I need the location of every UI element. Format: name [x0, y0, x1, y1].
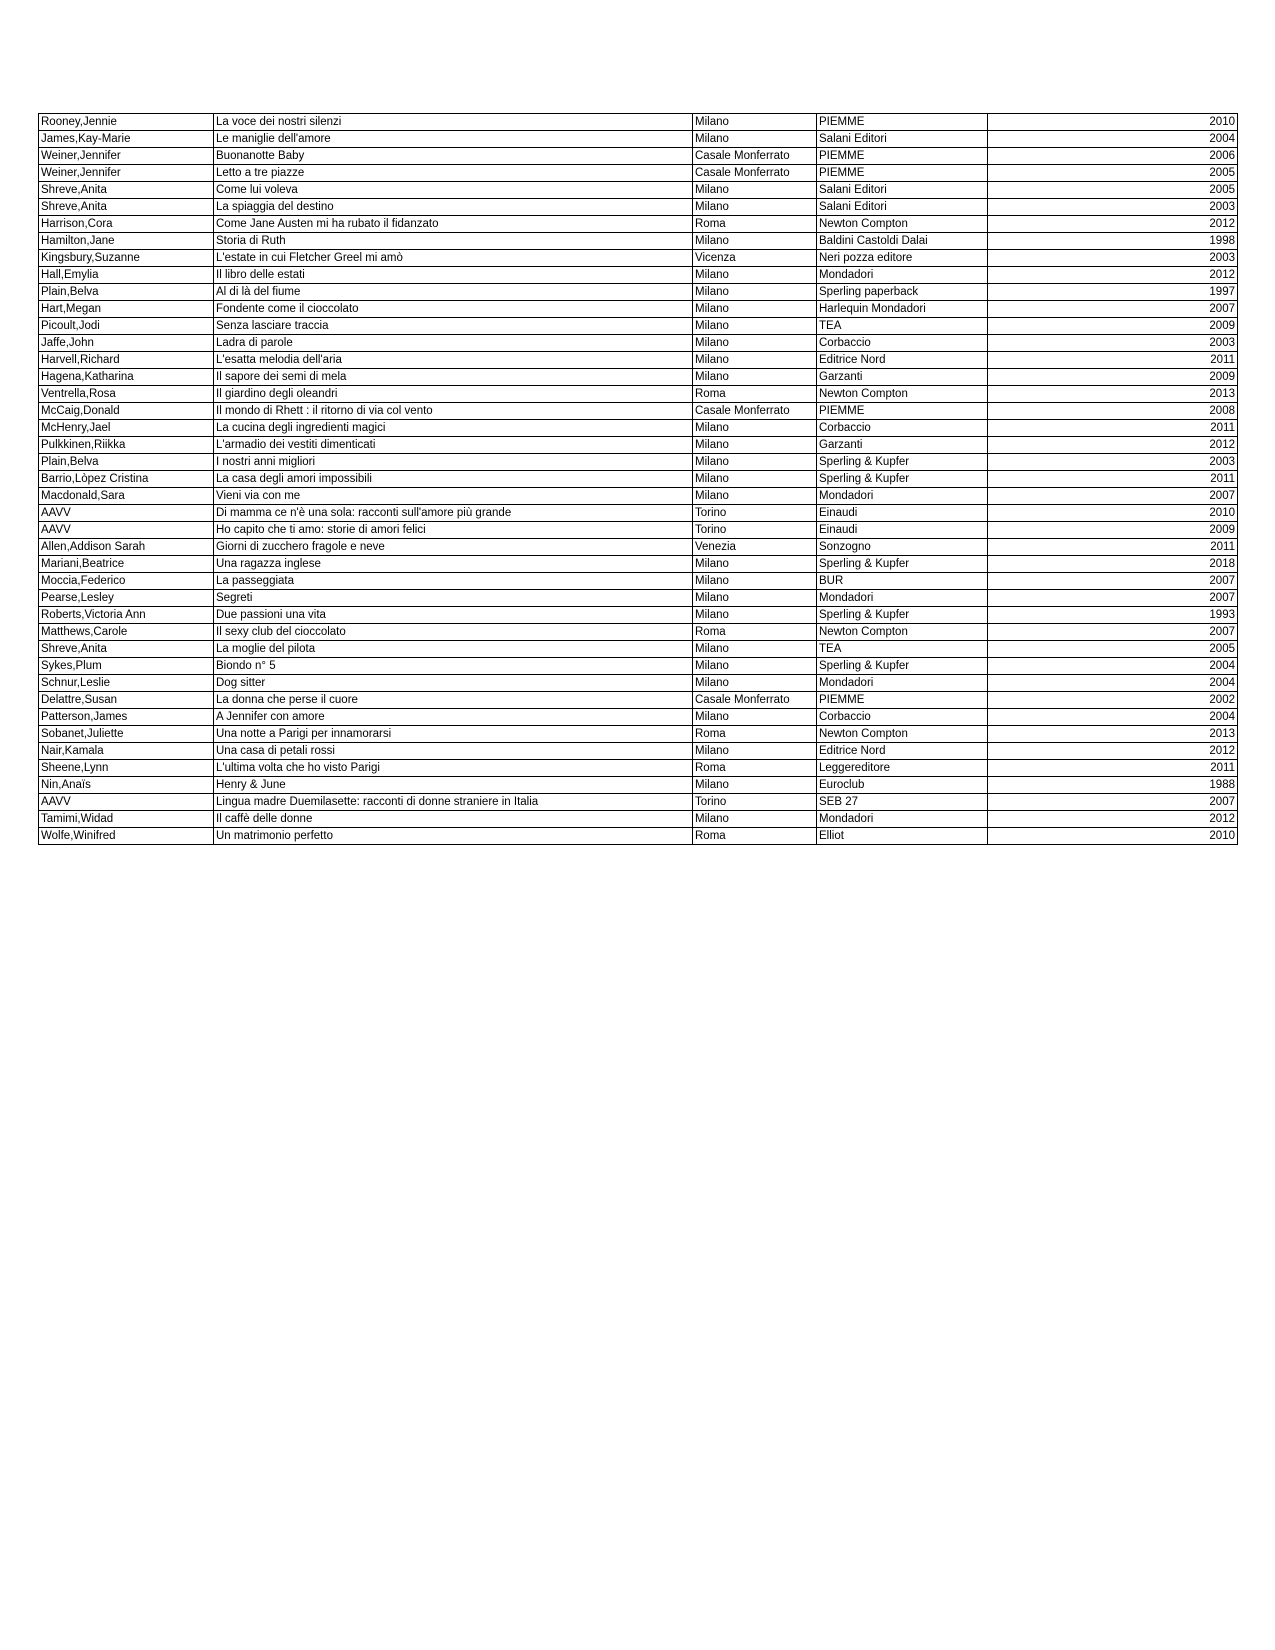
title-cell: Al di là del fiume	[214, 284, 693, 301]
title-cell: L'ultima volta che ho visto Parigi	[214, 760, 693, 777]
author-cell: Barrio,Lòpez Cristina	[39, 471, 214, 488]
city-cell: Roma	[693, 624, 817, 641]
year-cell: 2003	[988, 454, 1238, 471]
author-cell: Matthews,Carole	[39, 624, 214, 641]
table-row	[39, 590, 1238, 607]
table-row	[39, 641, 1238, 658]
author-cell: Wolfe,Winifred	[39, 828, 214, 845]
year-cell: 2003	[988, 199, 1238, 216]
title-cell: Fondente come il cioccolato	[214, 301, 693, 318]
author-cell: Sykes,Plum	[39, 658, 214, 675]
table-row	[39, 284, 1238, 301]
table-row	[39, 522, 1238, 539]
publisher-cell: Newton Compton	[817, 624, 988, 641]
city-cell: Milano	[693, 641, 817, 658]
table-row	[39, 726, 1238, 743]
city-cell: Roma	[693, 828, 817, 845]
author-cell: Hagena,Katharina	[39, 369, 214, 386]
publisher-cell: Salani Editori	[817, 199, 988, 216]
publisher-cell: Newton Compton	[817, 386, 988, 403]
year-cell: 2012	[988, 216, 1238, 233]
city-cell: Milano	[693, 777, 817, 794]
author-cell: Sobanet,Juliette	[39, 726, 214, 743]
title-cell: Lingua madre Duemilasette: racconti di donne straniere in Italia	[214, 794, 693, 811]
author-cell: Harrison,Cora	[39, 216, 214, 233]
publisher-cell: PIEMME	[817, 403, 988, 420]
publisher-cell: SEB 27	[817, 794, 988, 811]
title-cell: Due passioni una vita	[214, 607, 693, 624]
author-cell: AAVV	[39, 505, 214, 522]
publisher-cell: Sonzogno	[817, 539, 988, 556]
title-cell: La moglie del pilota	[214, 641, 693, 658]
city-cell: Milano	[693, 607, 817, 624]
year-cell: 2018	[988, 556, 1238, 573]
title-cell: Senza lasciare traccia	[214, 318, 693, 335]
city-cell: Milano	[693, 318, 817, 335]
table-row	[39, 182, 1238, 199]
publisher-cell: Elliot	[817, 828, 988, 845]
city-cell: Milano	[693, 114, 817, 131]
table-body	[39, 114, 1238, 845]
year-cell: 2007	[988, 488, 1238, 505]
city-cell: Milano	[693, 369, 817, 386]
year-cell: 2008	[988, 403, 1238, 420]
title-cell: Un matrimonio perfetto	[214, 828, 693, 845]
city-cell: Vicenza	[693, 250, 817, 267]
title-cell: La cucina degli ingredienti magici	[214, 420, 693, 437]
table-row	[39, 828, 1238, 845]
city-cell: Milano	[693, 284, 817, 301]
publisher-cell: Sperling & Kupfer	[817, 471, 988, 488]
publisher-cell: Corbaccio	[817, 420, 988, 437]
table-row	[39, 675, 1238, 692]
table-row	[39, 301, 1238, 318]
city-cell: Milano	[693, 590, 817, 607]
title-cell: Henry & June	[214, 777, 693, 794]
city-cell: Milano	[693, 709, 817, 726]
author-cell: Jaffe,John	[39, 335, 214, 352]
table-row	[39, 403, 1238, 420]
publisher-cell: PIEMME	[817, 148, 988, 165]
city-cell: Roma	[693, 386, 817, 403]
year-cell: 2011	[988, 760, 1238, 777]
author-cell: Delattre,Susan	[39, 692, 214, 709]
publisher-cell: Neri pozza editore	[817, 250, 988, 267]
author-cell: Plain,Belva	[39, 454, 214, 471]
author-cell: James,Kay-Marie	[39, 131, 214, 148]
year-cell: 2005	[988, 165, 1238, 182]
title-cell: Vieni via con me	[214, 488, 693, 505]
table-row	[39, 131, 1238, 148]
publisher-cell: Garzanti	[817, 369, 988, 386]
author-cell: Allen,Addison Sarah	[39, 539, 214, 556]
table-row	[39, 335, 1238, 352]
year-cell: 1988	[988, 777, 1238, 794]
year-cell: 2009	[988, 318, 1238, 335]
city-cell: Casale Monferrato	[693, 403, 817, 420]
year-cell: 2007	[988, 794, 1238, 811]
author-cell: Ventrella,Rosa	[39, 386, 214, 403]
year-cell: 2009	[988, 369, 1238, 386]
author-cell: Picoult,Jodi	[39, 318, 214, 335]
author-cell: Rooney,Jennie	[39, 114, 214, 131]
publisher-cell: Euroclub	[817, 777, 988, 794]
city-cell: Milano	[693, 488, 817, 505]
author-cell: Shreve,Anita	[39, 641, 214, 658]
author-cell: Hamilton,Jane	[39, 233, 214, 250]
year-cell: 2003	[988, 250, 1238, 267]
table-row	[39, 165, 1238, 182]
table-row	[39, 743, 1238, 760]
year-cell: 2010	[988, 828, 1238, 845]
city-cell: Torino	[693, 522, 817, 539]
city-cell: Roma	[693, 760, 817, 777]
year-cell: 2002	[988, 692, 1238, 709]
city-cell: Milano	[693, 743, 817, 760]
book-list-table	[38, 113, 1238, 845]
city-cell: Milano	[693, 437, 817, 454]
title-cell: I nostri anni migliori	[214, 454, 693, 471]
author-cell: Shreve,Anita	[39, 182, 214, 199]
author-cell: Hart,Megan	[39, 301, 214, 318]
author-cell: Hall,Emylia	[39, 267, 214, 284]
year-cell: 2012	[988, 267, 1238, 284]
author-cell: Weiner,Jennifer	[39, 148, 214, 165]
year-cell: 2004	[988, 709, 1238, 726]
author-cell: Nair,Kamala	[39, 743, 214, 760]
publisher-cell: TEA	[817, 318, 988, 335]
table-row	[39, 777, 1238, 794]
year-cell: 2005	[988, 641, 1238, 658]
title-cell: Il libro delle estati	[214, 267, 693, 284]
title-cell: Biondo n° 5	[214, 658, 693, 675]
title-cell: Una casa di petali rossi	[214, 743, 693, 760]
year-cell: 2005	[988, 182, 1238, 199]
author-cell: Pearse,Lesley	[39, 590, 214, 607]
title-cell: Il caffè delle donne	[214, 811, 693, 828]
table-row	[39, 488, 1238, 505]
year-cell: 2007	[988, 301, 1238, 318]
table-row	[39, 454, 1238, 471]
title-cell: La donna che perse il cuore	[214, 692, 693, 709]
city-cell: Milano	[693, 573, 817, 590]
city-cell: Roma	[693, 216, 817, 233]
table-row	[39, 216, 1238, 233]
title-cell: Ho capito che ti amo: storie di amori felici	[214, 522, 693, 539]
title-cell: Il sapore dei semi di mela	[214, 369, 693, 386]
title-cell: Giorni di zucchero fragole e neve	[214, 539, 693, 556]
city-cell: Venezia	[693, 539, 817, 556]
title-cell: Il sexy club del cioccolato	[214, 624, 693, 641]
table-row	[39, 233, 1238, 250]
table-row	[39, 114, 1238, 131]
table-row	[39, 471, 1238, 488]
publisher-cell: Newton Compton	[817, 216, 988, 233]
year-cell: 2006	[988, 148, 1238, 165]
year-cell: 2011	[988, 420, 1238, 437]
city-cell: Milano	[693, 658, 817, 675]
year-cell: 2012	[988, 437, 1238, 454]
table-row	[39, 811, 1238, 828]
title-cell: Storia di Ruth	[214, 233, 693, 250]
publisher-cell: PIEMME	[817, 692, 988, 709]
table-row	[39, 386, 1238, 403]
publisher-cell: Garzanti	[817, 437, 988, 454]
year-cell: 2011	[988, 352, 1238, 369]
author-cell: McCaig,Donald	[39, 403, 214, 420]
city-cell: Milano	[693, 811, 817, 828]
table-row	[39, 658, 1238, 675]
author-cell: Macdonald,Sara	[39, 488, 214, 505]
title-cell: Il giardino degli oleandri	[214, 386, 693, 403]
year-cell: 2004	[988, 675, 1238, 692]
city-cell: Milano	[693, 471, 817, 488]
title-cell: Ladra di parole	[214, 335, 693, 352]
year-cell: 2011	[988, 539, 1238, 556]
author-cell: Mariani,Beatrice	[39, 556, 214, 573]
year-cell: 2003	[988, 335, 1238, 352]
author-cell: Pulkkinen,Riikka	[39, 437, 214, 454]
city-cell: Milano	[693, 420, 817, 437]
title-cell: Segreti	[214, 590, 693, 607]
publisher-cell: Salani Editori	[817, 131, 988, 148]
publisher-cell: Editrice Nord	[817, 352, 988, 369]
title-cell: Come Jane Austen mi ha rubato il fidanzato	[214, 216, 693, 233]
title-cell: L'estate in cui Fletcher Greel mi amò	[214, 250, 693, 267]
table-row	[39, 556, 1238, 573]
publisher-cell: PIEMME	[817, 165, 988, 182]
publisher-cell: Sperling & Kupfer	[817, 658, 988, 675]
title-cell: Una notte a Parigi per innamorarsi	[214, 726, 693, 743]
author-cell: Kingsbury,Suzanne	[39, 250, 214, 267]
table-row	[39, 199, 1238, 216]
author-cell: AAVV	[39, 522, 214, 539]
author-cell: Weiner,Jennifer	[39, 165, 214, 182]
table-row	[39, 692, 1238, 709]
title-cell: La voce dei nostri silenzi	[214, 114, 693, 131]
city-cell: Torino	[693, 505, 817, 522]
table-row	[39, 709, 1238, 726]
city-cell: Milano	[693, 352, 817, 369]
author-cell: Moccia,Federico	[39, 573, 214, 590]
city-cell: Milano	[693, 335, 817, 352]
author-cell: AAVV	[39, 794, 214, 811]
publisher-cell: Einaudi	[817, 522, 988, 539]
table-row	[39, 794, 1238, 811]
publisher-cell: PIEMME	[817, 114, 988, 131]
author-cell: Patterson,James	[39, 709, 214, 726]
table-row	[39, 607, 1238, 624]
author-cell: Plain,Belva	[39, 284, 214, 301]
table-row	[39, 420, 1238, 437]
publisher-cell: Baldini Castoldi Dalai	[817, 233, 988, 250]
author-cell: Sheene,Lynn	[39, 760, 214, 777]
table-row	[39, 624, 1238, 641]
year-cell: 2009	[988, 522, 1238, 539]
publisher-cell: Sperling & Kupfer	[817, 454, 988, 471]
year-cell: 2013	[988, 386, 1238, 403]
publisher-cell: Mondadori	[817, 811, 988, 828]
year-cell: 2010	[988, 505, 1238, 522]
author-cell: Shreve,Anita	[39, 199, 214, 216]
title-cell: L'armadio dei vestiti dimenticati	[214, 437, 693, 454]
publisher-cell: Mondadori	[817, 590, 988, 607]
table-row	[39, 369, 1238, 386]
city-cell: Milano	[693, 233, 817, 250]
author-cell: Harvell,Richard	[39, 352, 214, 369]
author-cell: Roberts,Victoria Ann	[39, 607, 214, 624]
year-cell: 2013	[988, 726, 1238, 743]
publisher-cell: Einaudi	[817, 505, 988, 522]
title-cell: L'esatta melodia dell'aria	[214, 352, 693, 369]
year-cell: 2004	[988, 131, 1238, 148]
author-cell: Nin,Anaïs	[39, 777, 214, 794]
table-row	[39, 505, 1238, 522]
title-cell: Letto a tre piazze	[214, 165, 693, 182]
city-cell: Casale Monferrato	[693, 165, 817, 182]
title-cell: Come lui voleva	[214, 182, 693, 199]
year-cell: 1993	[988, 607, 1238, 624]
publisher-cell: Sperling & Kupfer	[817, 607, 988, 624]
city-cell: Casale Monferrato	[693, 148, 817, 165]
publisher-cell: TEA	[817, 641, 988, 658]
year-cell: 2012	[988, 811, 1238, 828]
publisher-cell: Corbaccio	[817, 335, 988, 352]
publisher-cell: Mondadori	[817, 267, 988, 284]
city-cell: Torino	[693, 794, 817, 811]
year-cell: 2011	[988, 471, 1238, 488]
title-cell: La passeggiata	[214, 573, 693, 590]
city-cell: Milano	[693, 182, 817, 199]
title-cell: La casa degli amori impossibili	[214, 471, 693, 488]
year-cell: 1998	[988, 233, 1238, 250]
table-row	[39, 573, 1238, 590]
table-row	[39, 760, 1238, 777]
year-cell: 2007	[988, 573, 1238, 590]
title-cell: La spiaggia del destino	[214, 199, 693, 216]
year-cell: 1997	[988, 284, 1238, 301]
table-row	[39, 352, 1238, 369]
title-cell: Una ragazza inglese	[214, 556, 693, 573]
city-cell: Milano	[693, 556, 817, 573]
year-cell: 2007	[988, 590, 1238, 607]
publisher-cell: Mondadori	[817, 488, 988, 505]
city-cell: Milano	[693, 301, 817, 318]
table-row	[39, 539, 1238, 556]
title-cell: A Jennifer con amore	[214, 709, 693, 726]
title-cell: Dog sitter	[214, 675, 693, 692]
city-cell: Milano	[693, 454, 817, 471]
city-cell: Milano	[693, 675, 817, 692]
table-row	[39, 148, 1238, 165]
city-cell: Milano	[693, 267, 817, 284]
publisher-cell: Leggereditore	[817, 760, 988, 777]
title-cell: Le maniglie dell'amore	[214, 131, 693, 148]
year-cell: 2012	[988, 743, 1238, 760]
year-cell: 2007	[988, 624, 1238, 641]
publisher-cell: Sperling paperback	[817, 284, 988, 301]
table-row	[39, 267, 1238, 284]
city-cell: Casale Monferrato	[693, 692, 817, 709]
table-row	[39, 318, 1238, 335]
publisher-cell: Sperling & Kupfer	[817, 556, 988, 573]
author-cell: Tamimi,Widad	[39, 811, 214, 828]
publisher-cell: BUR	[817, 573, 988, 590]
author-cell: Schnur,Leslie	[39, 675, 214, 692]
city-cell: Milano	[693, 199, 817, 216]
year-cell: 2010	[988, 114, 1238, 131]
title-cell: Il mondo di Rhett : il ritorno di via col vento	[214, 403, 693, 420]
author-cell: McHenry,Jael	[39, 420, 214, 437]
city-cell: Milano	[693, 131, 817, 148]
title-cell: Di mamma ce n'è una sola: racconti sull'amore più grande	[214, 505, 693, 522]
table-row	[39, 250, 1238, 267]
year-cell: 2004	[988, 658, 1238, 675]
table-row	[39, 437, 1238, 454]
city-cell: Roma	[693, 726, 817, 743]
publisher-cell: Mondadori	[817, 675, 988, 692]
title-cell: Buonanotte Baby	[214, 148, 693, 165]
publisher-cell: Newton Compton	[817, 726, 988, 743]
publisher-cell: Salani Editori	[817, 182, 988, 199]
publisher-cell: Corbaccio	[817, 709, 988, 726]
publisher-cell: Harlequin Mondadori	[817, 301, 988, 318]
publisher-cell: Editrice Nord	[817, 743, 988, 760]
